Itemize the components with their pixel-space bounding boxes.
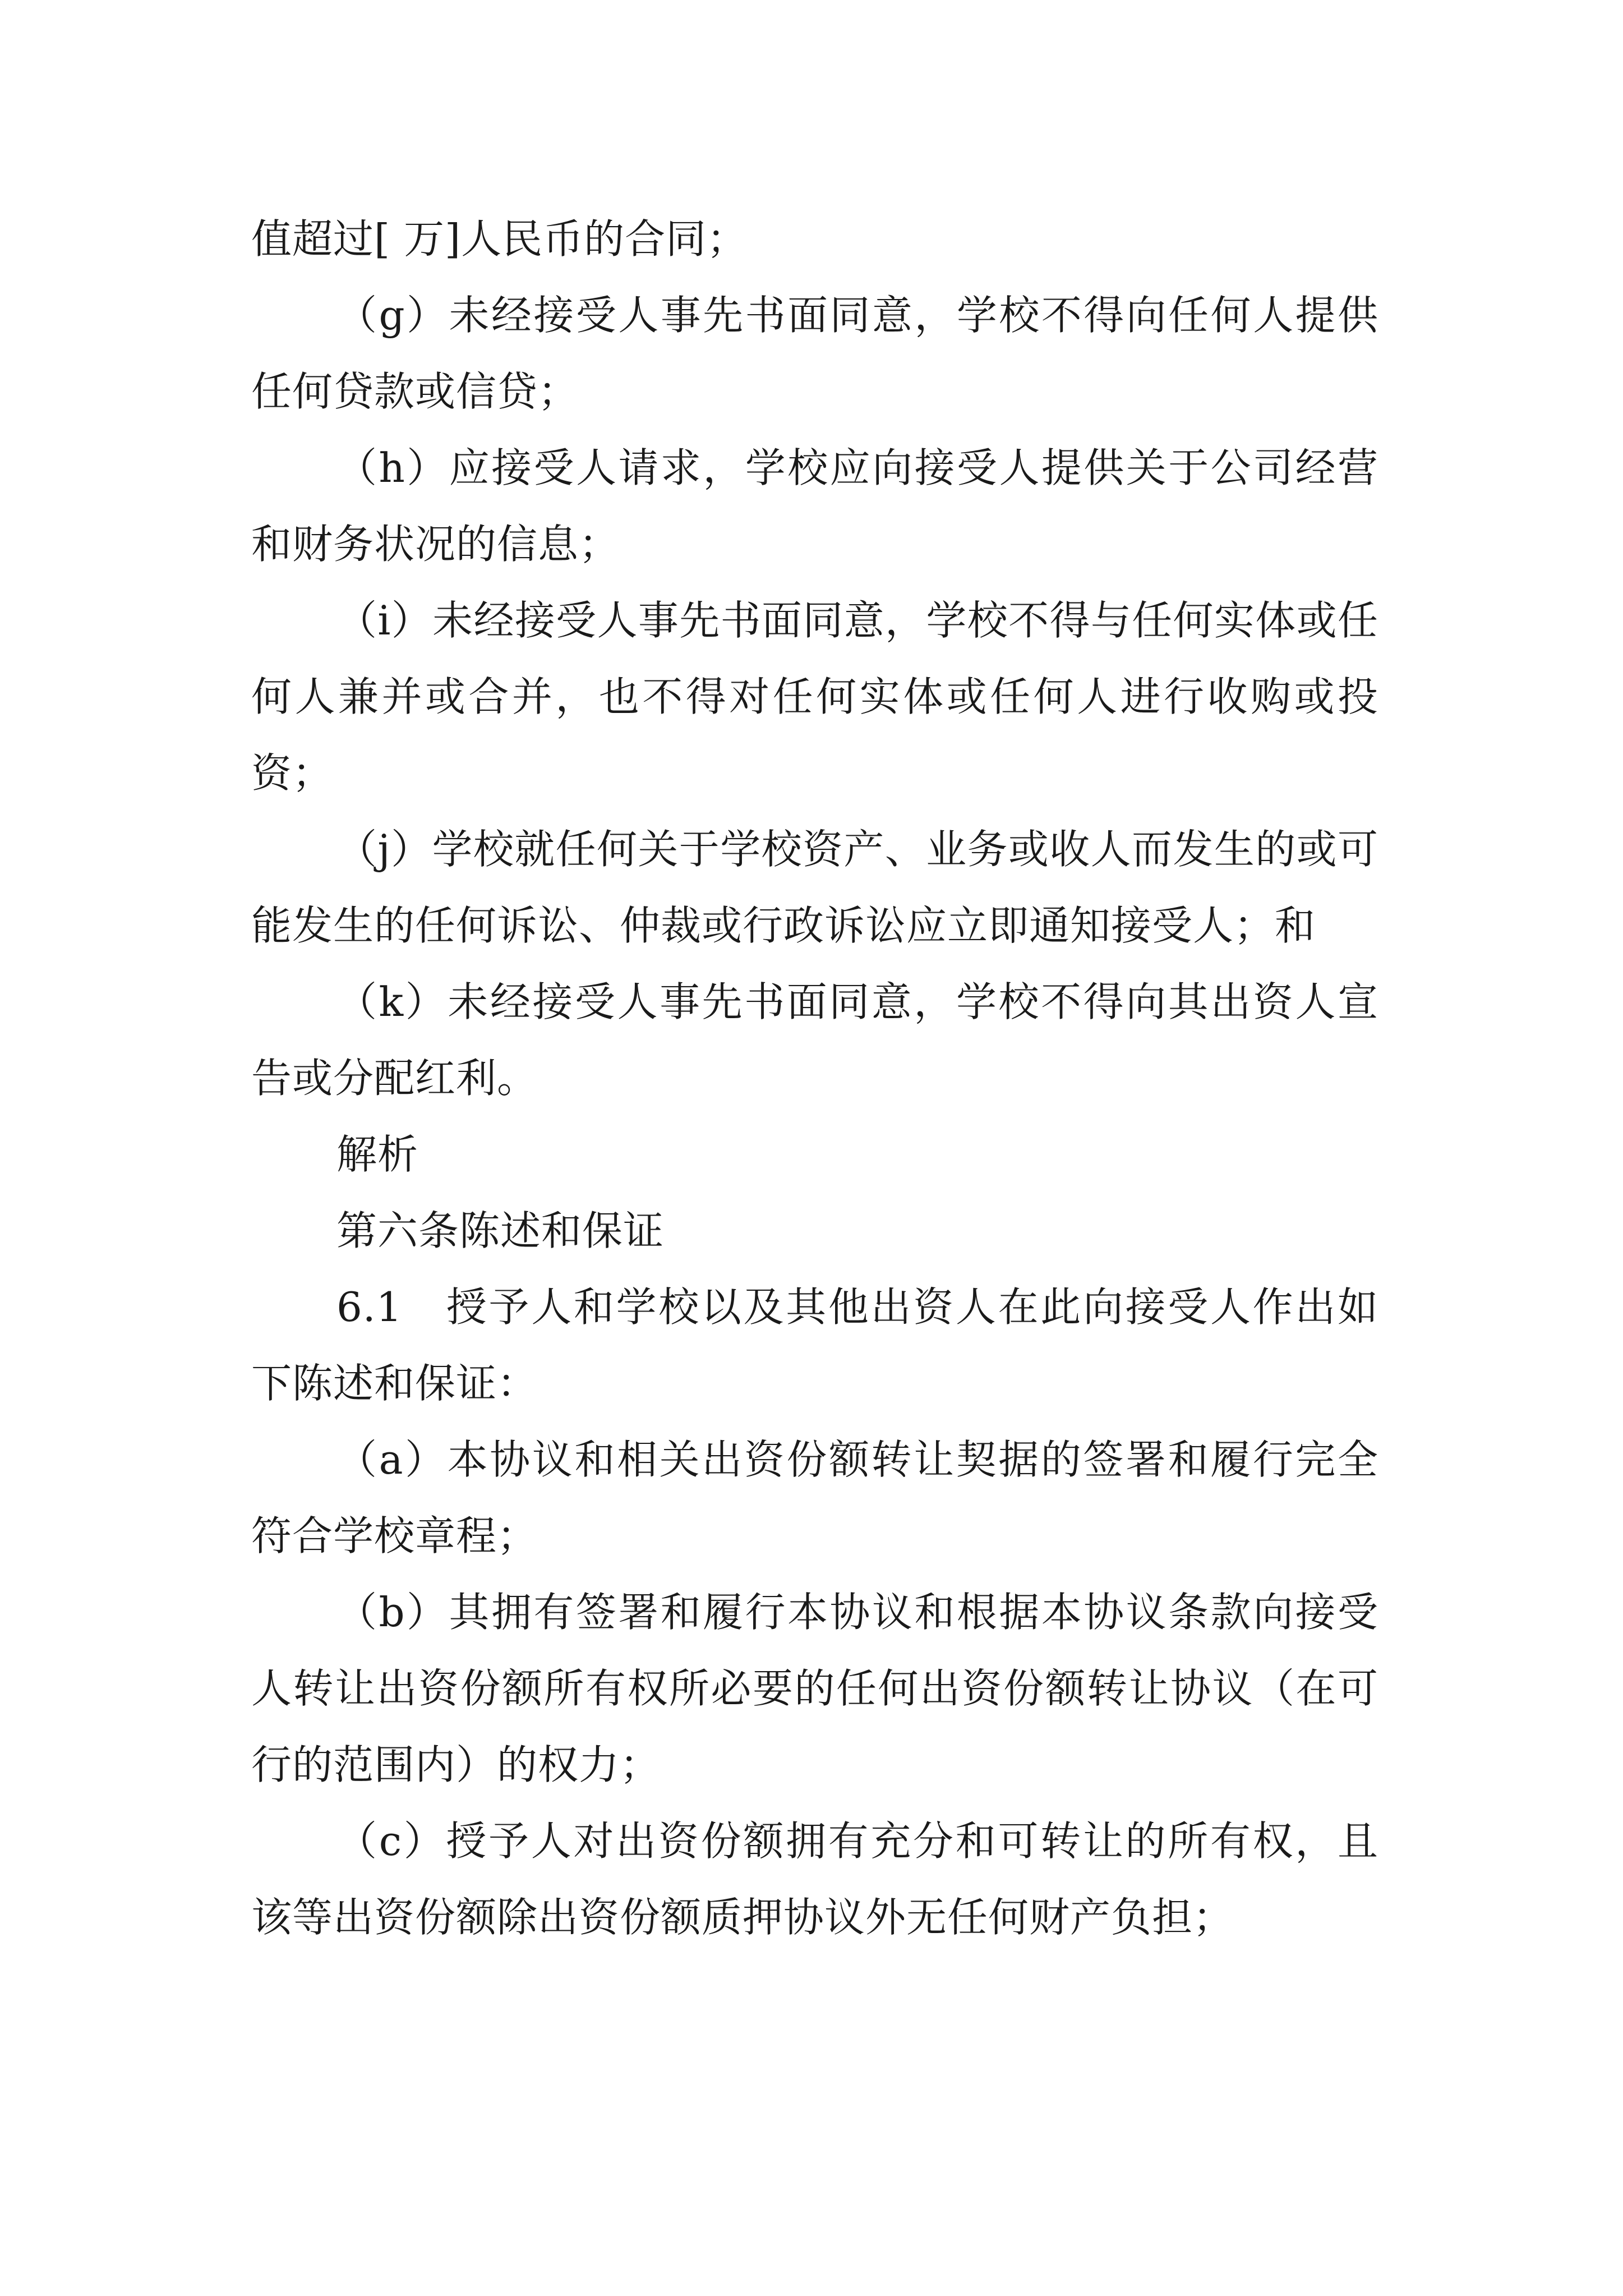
paragraph-h: （h）应接受人请求，学校应向接受人提供关于公司经营和财务状况的信息； (251, 444, 1378, 568)
paragraph-6-1: 6.1 授予人和学校以及其他出资人在此向接受人作出如下陈述和保证： (251, 1283, 1378, 1407)
paragraph-c: （c）授予人对出资份额拥有充分和可转让的所有权，且该等出资份额除出资份额质押协议外无任何财产负担； (251, 1818, 1378, 1941)
article-6-heading: 第六条陈述和保证 (336, 1207, 665, 1254)
paragraph-g: （g）未经接受人事先书面同意，学校不得向任何人提供任何贷款或信贷； (251, 292, 1378, 415)
document-body (251, 201, 1378, 1955)
paragraph-a: （a）本协议和相关出资份额转让契据的签署和履行完全符合学校章程； (251, 1436, 1378, 1559)
paragraph-contract-value: 值超过[ 万]人民币的合同； (251, 215, 748, 263)
paragraph-i: （i）未经接受人事先书面同意，学校不得与任何实体或任何人兼并或合并，也不得对任何实体或任何人进行收购或投资； (251, 597, 1378, 797)
analysis-heading: 解析 (336, 1131, 419, 1178)
paragraph-j: （j）学校就任何关于学校资产、业务或收人而发生的或可能发生的任何诉讼、仲裁或行政诉讼应立即通知接受人；和 (251, 826, 1378, 949)
paragraph-k: （k）未经接受人事先书面同意，学校不得向其出资人宣告或分配红利。 (251, 978, 1378, 1102)
paragraph-b: （b）其拥有签署和履行本协议和根据本协议条款向接受人转让出资份额所有权所必要的任何出资份额转让协议（在可行的范围内）的权力； (251, 1589, 1378, 1788)
